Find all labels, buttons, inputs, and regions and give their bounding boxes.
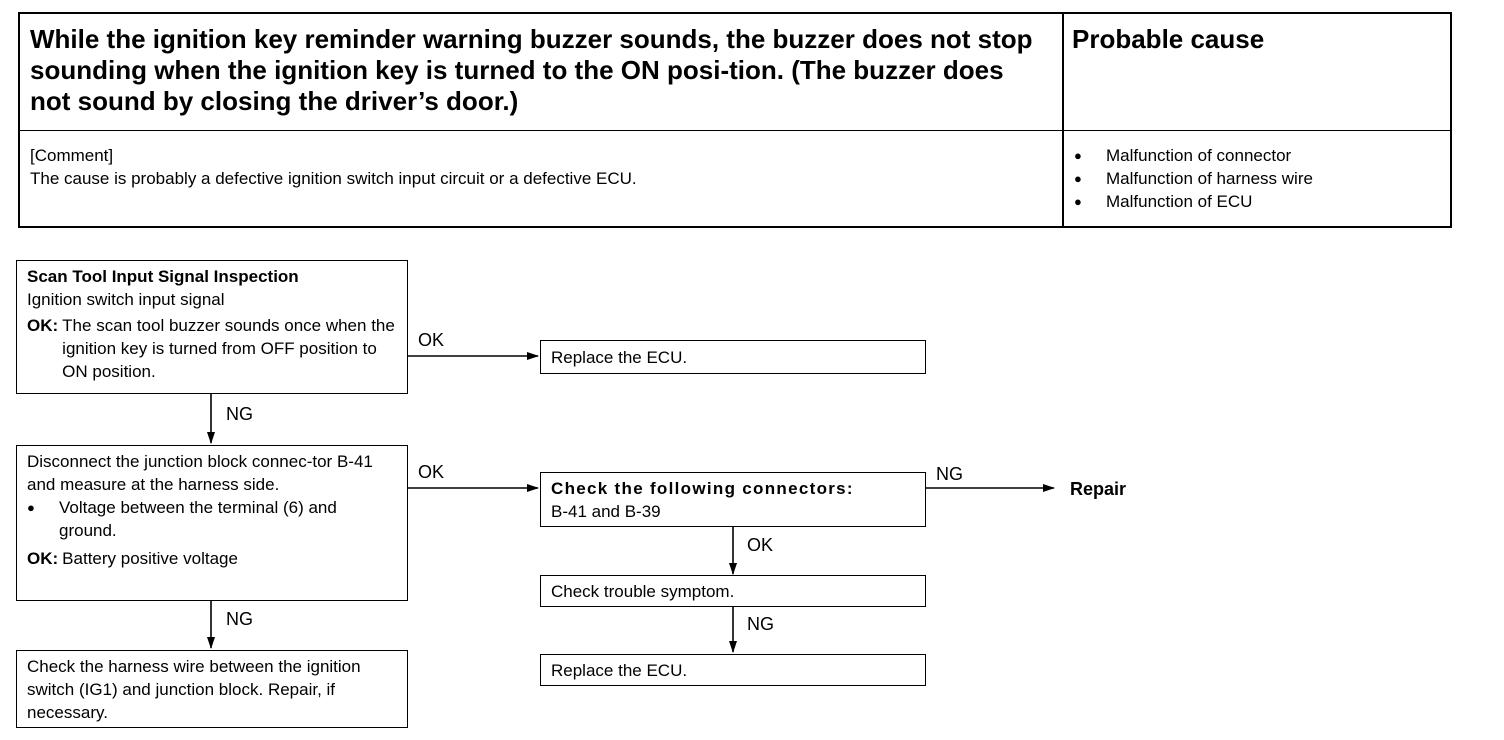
table-column-divider	[1062, 14, 1064, 226]
connector-check-box	[540, 472, 926, 527]
comment-text: The cause is probably a defective ignition switch input circuit or a defective ECU.	[30, 169, 637, 188]
step2-text: Disconnect the junction block connec-tor B-41 and measure at the harness side.	[27, 452, 373, 494]
step1-title: Scan Tool Input Signal Inspection	[27, 267, 299, 286]
step2-ok-criteria	[27, 547, 397, 570]
label-ng: NG	[747, 614, 774, 634]
comment-label: [Comment]	[30, 146, 114, 165]
repair-label: Repair	[1070, 479, 1127, 499]
label-ok: OK	[418, 330, 445, 350]
ok-text: Battery positive voltage	[62, 549, 238, 568]
step2-bullet-text: Voltage between the terminal (6) and ground.	[59, 498, 337, 540]
connector-check-text: B-41 and B-39	[551, 502, 661, 521]
label-ng: NG	[226, 404, 253, 424]
ok-key: OK:	[27, 316, 59, 335]
step1-box	[16, 260, 408, 394]
trouble-symptom-box: Check trouble symptom.	[540, 575, 926, 607]
label-ok: OK	[747, 535, 774, 555]
comment-block	[30, 144, 637, 190]
probable-cause-list	[1072, 144, 1313, 213]
step1-ok-criteria	[27, 314, 397, 383]
step1-subtitle: Ignition switch input signal	[27, 290, 225, 309]
replace-ecu-box-2: Replace the ECU.	[540, 654, 926, 686]
label-ok: OK	[418, 462, 445, 482]
step2-bullet	[27, 496, 397, 542]
bullet-icon: ●	[27, 500, 35, 515]
cause-item: ● Malfunction of harness wire	[1072, 167, 1313, 190]
ok-key: OK:	[27, 549, 59, 568]
probable-cause-heading: Probable cause	[1072, 24, 1265, 54]
step2-box	[16, 445, 408, 601]
table-row-divider	[20, 130, 1450, 131]
symptom-title: While the ignition key reminder warning buzzer sounds, the buzzer does not stop sounding when the ignition key is turned to the ON posi-tion. (The buzzer does not sound by closing the driver’s door.)	[30, 24, 1033, 116]
symptom-table	[18, 12, 1452, 228]
cause-item: ● Malfunction of connector	[1072, 144, 1313, 167]
cause-item: ● Malfunction of ECU	[1072, 190, 1313, 213]
label-ng: NG	[936, 464, 963, 484]
check-harness-box: Check the harness wire between the ignition switch (IG1) and junction block. Repair, if necessary.	[16, 650, 408, 728]
label-ng: NG	[226, 609, 253, 629]
ok-text: The scan tool buzzer sounds once when the ignition key is turned from OFF position to ON position.	[62, 316, 395, 381]
replace-ecu-box-1: Replace the ECU.	[540, 340, 926, 374]
connector-check-title: Check the following connectors:	[551, 479, 854, 498]
